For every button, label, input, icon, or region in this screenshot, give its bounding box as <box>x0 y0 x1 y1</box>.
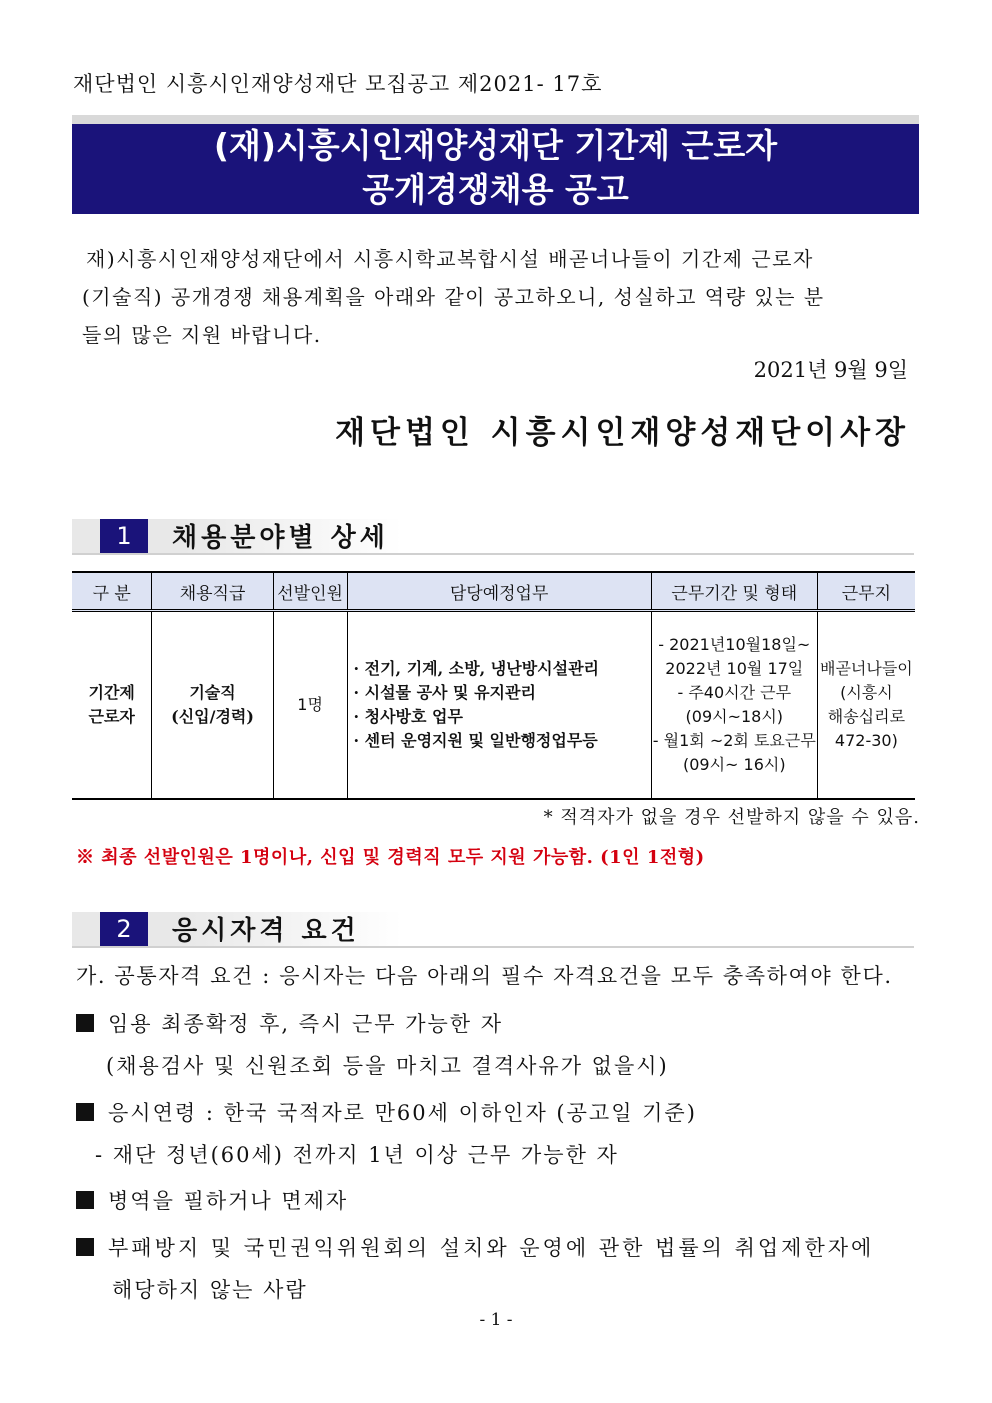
requirement-sub: (채용검사 및 신원조회 등을 마치고 결격사유가 없을시) <box>106 1054 669 1078</box>
requirement-item <box>76 1097 697 1127</box>
selection-warning: ※ 최종 선발인원은 1명이나, 신입 및 경력직 모두 지원 가능함. (1인 1전형) <box>76 847 705 868</box>
cell-count: 1명 <box>273 611 347 800</box>
rank-line: 기술직 <box>189 683 236 702</box>
cell-period <box>651 611 817 800</box>
requirement-text: 부패방지 및 국민권익위원회의 설치와 운영에 관한 법률의 취업제한자에 <box>108 1236 875 1260</box>
signer: 재단법인 시흥시인재양성재단이사장 <box>335 415 910 451</box>
requirement-item <box>76 1232 874 1262</box>
recruitment-table <box>72 571 915 800</box>
requirement-text: 응시연령 : 한국 국적자로 만60세 이하인자 (공고일 기준) <box>108 1101 697 1125</box>
announcement-date: 2021년 9월 9일 <box>753 358 908 382</box>
duty-item: · 청사방호 업무 <box>353 707 463 726</box>
title-rule <box>72 115 919 124</box>
requirement-sub: 해당하지 않는 사람 <box>112 1278 308 1302</box>
intro-line-2: (기술직) 공개경쟁 채용계획을 아래와 같이 공고하오니, 성실하고 역량 있는 분 <box>82 285 825 309</box>
table-footnote: * 적격자가 없을 경우 선발하지 않을 수 있음. <box>543 807 920 828</box>
header-category: 구 분 <box>72 572 152 611</box>
table-row <box>72 611 915 800</box>
period-line: (09시~18시) <box>685 707 784 726</box>
cell-rank <box>152 611 273 800</box>
section-2-number: 2 <box>100 912 148 946</box>
document-title <box>72 124 919 214</box>
period-line: - 주40시간 근무 <box>677 683 792 702</box>
section-1-header <box>72 519 914 555</box>
square-bullet-icon <box>76 1014 94 1032</box>
title-line-2: 공개경쟁채용 공고 <box>362 170 629 209</box>
square-bullet-icon <box>76 1238 94 1256</box>
header-period: 근무기간 및 형태 <box>651 572 817 611</box>
cell-place <box>817 611 915 800</box>
header-rank: 채용직급 <box>152 572 273 611</box>
page-number: - 1 - <box>479 1310 513 1330</box>
section-1-title: 채용분야별 상세 <box>172 523 389 553</box>
section-1-number: 1 <box>100 519 148 553</box>
period-line: 2022년 10월 17일 <box>665 659 804 678</box>
square-bullet-icon <box>76 1191 94 1209</box>
category-line: 기간제 <box>88 683 135 702</box>
requirement-sub: - 재단 정년(60세) 전까지 1년 이상 근무 가능한 자 <box>95 1143 619 1167</box>
category-line: 근로자 <box>88 707 135 726</box>
intro-line-1: 재)시흥시인재양성재단에서 시흥시학교복합시설 배곧너나들이 기간제 근로자 <box>86 247 814 271</box>
section-2-header <box>72 912 914 948</box>
period-line: - 2021년10월18일~ <box>658 635 811 654</box>
title-line-1: (재)시흥시인재양성재단 기간제 근로자 <box>213 126 778 165</box>
rank-line: (신입/경력) <box>171 707 254 726</box>
table-header-row <box>72 572 915 611</box>
duty-item: · 전기, 기계, 소방, 냉난방시설관리 <box>353 659 599 678</box>
requirement-text: 병역을 필하거나 면제자 <box>108 1189 349 1213</box>
intro-line-3: 들의 많은 지원 바랍니다. <box>82 323 322 347</box>
place-line: 배곧너나들이 <box>820 659 913 678</box>
duty-item: · 센터 운영지원 및 일반행정업무등 <box>353 731 598 750</box>
period-line: - 월1회 ~2회 토요근무 <box>652 731 816 750</box>
notice-number: 재단법인 시흥시인재양성재단 모집공고 제2021- 17호 <box>73 72 603 96</box>
place-line: 해송십리로 <box>827 707 906 726</box>
square-bullet-icon <box>76 1103 94 1121</box>
place-line: 472-30) <box>834 731 898 750</box>
requirement-item <box>76 1185 348 1215</box>
intro-paragraph <box>82 240 912 354</box>
duty-item: · 시설물 공사 및 유지관리 <box>353 683 536 702</box>
requirement-text: 임용 최종확정 후, 즉시 근무 가능한 자 <box>108 1012 504 1036</box>
cell-duties <box>347 611 651 800</box>
eligibility-intro: 가. 공통자격 요건 : 응시자는 다음 아래의 필수 자격요건을 모두 충족하여야 한다. <box>76 964 893 988</box>
header-place: 근무지 <box>817 572 915 611</box>
header-duties: 담당예정업무 <box>347 572 651 611</box>
header-count: 선발인원 <box>273 572 347 611</box>
place-line: (시흥시 <box>840 683 893 702</box>
section-2-title: 응시자격 요건 <box>172 916 360 946</box>
cell-category <box>72 611 152 800</box>
period-line: (09시~ 16시) <box>682 755 786 774</box>
requirement-item <box>76 1008 503 1038</box>
